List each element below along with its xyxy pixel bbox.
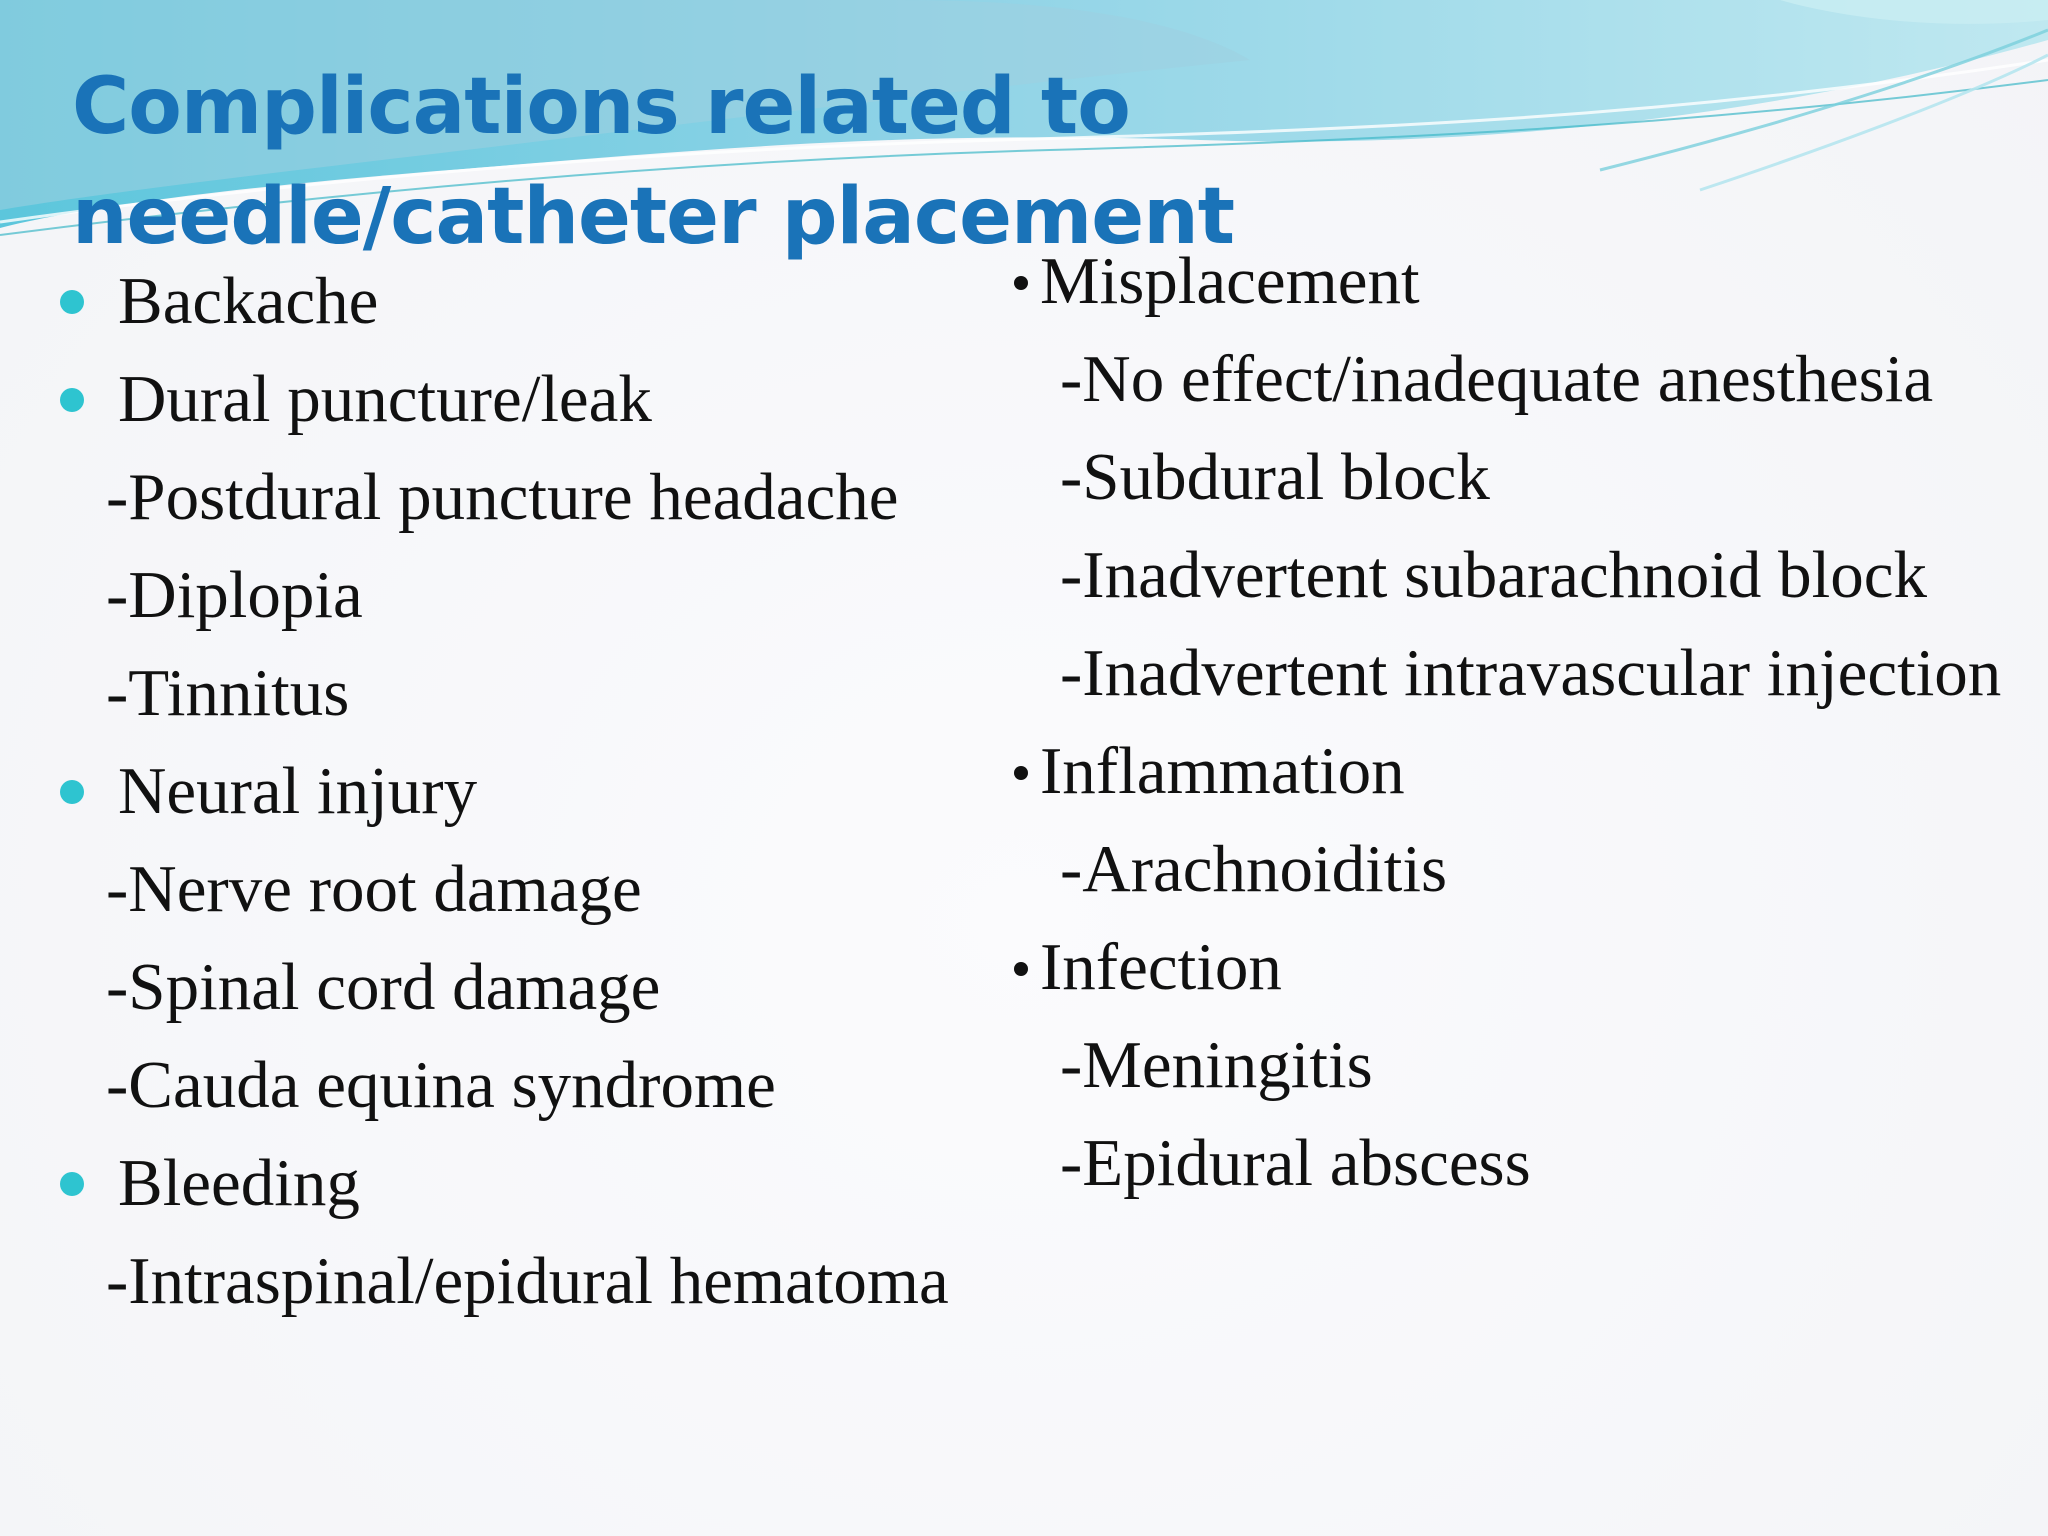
bullet-text: Dural puncture/leak <box>118 362 652 436</box>
right-column <box>1010 242 2040 1222</box>
list-item <box>56 1144 956 1222</box>
left-column <box>56 262 956 1340</box>
sub-item: -Postdural puncture headache <box>106 460 899 534</box>
sub-item: -Intraspinal/epidural hematoma <box>106 1244 949 1318</box>
sub-item: -Subdural block <box>1060 440 1490 514</box>
slide-title: Complications related to needle/catheter placement <box>72 62 1235 262</box>
bullet-dot-icon <box>60 290 84 314</box>
list-item <box>56 262 956 340</box>
bullet-dot-icon <box>1014 766 1028 780</box>
sub-item: -Arachnoiditis <box>1060 832 1448 906</box>
bullet-text: Infection <box>1040 930 1282 1004</box>
bullet-dot-icon <box>1014 962 1028 976</box>
sub-item: -Inadvertent subarachnoid block <box>1060 538 1927 612</box>
sub-item: -Nerve root damage <box>106 852 642 926</box>
list-item <box>1010 242 2040 320</box>
bullet-text: Neural injury <box>118 754 478 828</box>
bullet-text: Inflammation <box>1040 734 1405 808</box>
list-item <box>1010 732 2040 810</box>
bullet-dot-icon <box>1014 276 1028 290</box>
bullet-text: Misplacement <box>1040 244 1420 318</box>
list-item <box>1010 928 2040 1006</box>
list-item <box>56 360 956 438</box>
sub-item: -Epidural abscess <box>1060 1126 1531 1200</box>
sub-item: -Tinnitus <box>106 656 350 730</box>
sub-item: -Inadvertent intravascular injection <box>1060 636 2002 710</box>
sub-item: -No effect/inadequate anesthesia <box>1060 342 1934 416</box>
sub-item: -Diplopia <box>106 558 363 632</box>
sub-item: -Meningitis <box>1060 1028 1373 1102</box>
bullet-dot-icon <box>60 388 84 412</box>
sub-item: -Cauda equina syndrome <box>106 1048 776 1122</box>
bullet-dot-icon <box>60 780 84 804</box>
bullet-dot-icon <box>60 1172 84 1196</box>
bullet-text: Backache <box>118 264 379 338</box>
bullet-text: Bleeding <box>118 1146 360 1220</box>
sub-item: -Spinal cord damage <box>106 950 661 1024</box>
list-item <box>56 752 956 830</box>
